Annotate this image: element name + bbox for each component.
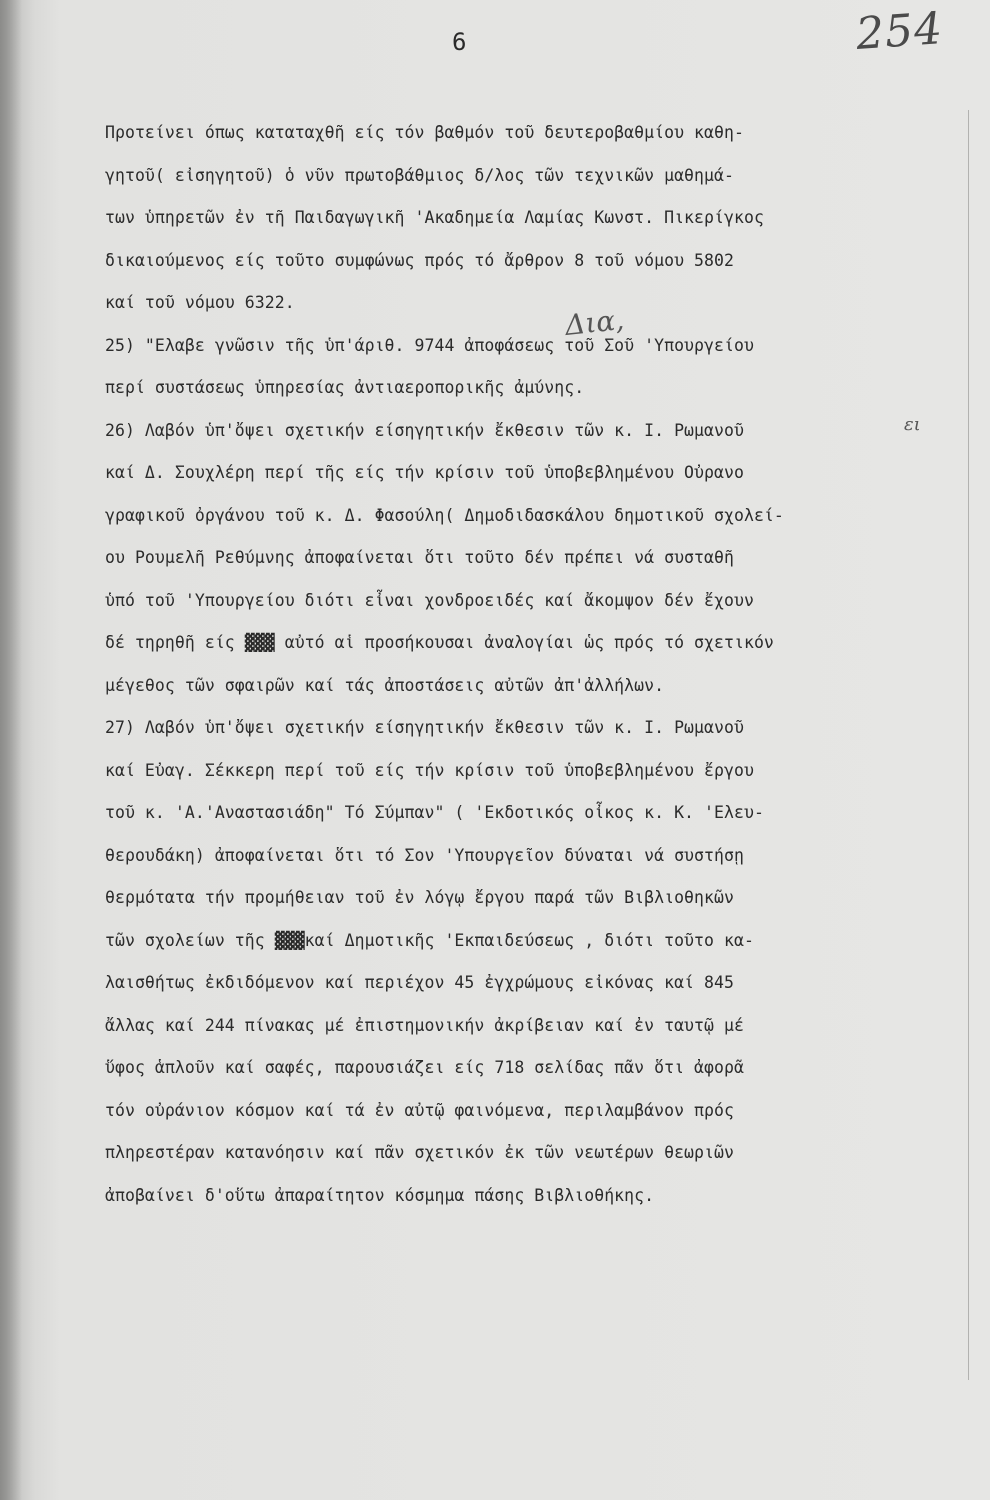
text-line: δικαιούμενος είς τοῦτο συμφώνως πρός τό ἄρθρον 8 τοῦ νόμου 5802 [105, 250, 734, 270]
text-line: 26) Λαβόν ὑπ'ὄψει σχετικήν είσηγητικήν ἔκθεσιν τῶν κ. Ι. Ρωμανοῦ [105, 420, 744, 440]
text-line: γητοῦ( εἰσηγητοῦ) ὁ νῦν πρωτοβάθμιος δ/λος τῶν τεχνικῶν μαθημά- [105, 165, 734, 185]
text-line: ἄλλας καί 244 πίνακας μέ ἐπιστημονικήν ἀκρίβειαν καί ἐν ταυτῷ μέ [105, 1015, 744, 1035]
text-line: τοῦ κ. 'Α.'Αναστασιάδη" Τό Σύμπαν" ( 'Εκδοτικός οἶκος κ. Κ. 'Ελευ- [105, 803, 764, 822]
text-line: πληρεστέραν κατανόησιν καί πᾶν σχετικόν ἐκ τῶν νεωτέρων θεωριῶν [105, 1143, 734, 1162]
text-line: ἀποβαίνει δ'οὕτω ἀπαραίτητον κόσμημα πάσης Βιβλιοθήκης. [105, 1185, 655, 1205]
text-line: περί συστάσεως ὑπηρεσίας ἀντιαεροπορικῆς ἀμύνης. [105, 378, 585, 397]
handwritten-annotation-dia: Δια, [563, 303, 626, 342]
text-line: λαισθήτως ἐκδιδόμενον καί περιέχον 45 ἐγχρώμους εἰκόνας καί 845 [105, 973, 734, 992]
text-line: γραφικοῦ ὀργάνου τοῦ κ. Δ. Φασούλη( Δημοδιδασκάλου δημοτικοῦ σχολεί- [105, 505, 784, 525]
binding-shadow [0, 0, 22, 1500]
text-line: δέ τηρηθῆ είς ▓▓▓ αὐτό αἱ προσήκουσαι ἀναλογίαι ὡς πρός τό σχετικόν [105, 633, 774, 652]
text-line: των ὑπηρετῶν ἐν τῆ Παιδαγωγικῆ 'Ακαδημεία Λαμίας Κωνστ. Πικερίγκος [105, 208, 764, 227]
text-line: Προτείνει όπως καταταχθῆ είς τόν βαθμόν τοῦ δευτεροβαθμίου καθη- [105, 123, 744, 142]
text-line: τῶν σχολείων τῆς ▓▓▓καί Δημοτικῆς 'Εκπαιδεύσεως , διότι τοῦτο κα- [105, 930, 754, 950]
text-line: καί Δ. Σουχλέρη περί τῆς είς τήν κρίσιν τοῦ ὑποβεβλημένου Οὐρανο [105, 463, 744, 482]
text-line: 27) Λαβόν ὑπ'ὄψει σχετικήν είσηγητικήν ἔκθεσιν τῶν κ. Ι. Ρωμανοῦ [105, 718, 744, 737]
text-line: καί Εὐαγ. Σέκκερη περί τοῦ είς τήν κρίσιν τοῦ ὑποβεβλημένου ἔργου [105, 760, 754, 780]
text-line: μέγεθος τῶν σφαιρῶν καί τάς ἀποστάσεις αὐτῶν ἀπ'ἀλλήλων. [105, 675, 665, 695]
text-line: ὕφος ἁπλοῦν καί σαφές, παρουσιάζει είς 718 σελίδας πᾶν ὅτι ἀφορᾶ [105, 1058, 744, 1077]
text-line: 25) "Ελαβε γνῶσιν τῆς ὑπ'άριθ. 9744 ἀποφάσεως τοῦ Σοῦ 'Υπουργείου [105, 335, 754, 355]
text-line: ου Ρουμελῆ Ρεθύμνης ἀποφαίνεται ὅτι τοῦτο δέν πρέπει νά συσταθῆ [105, 548, 734, 567]
text-line: θερουδάκη) ἀποφαίνεται ὅτι τό Σον 'Υπουργεῖον δύναται νά συστήσῃ [105, 845, 744, 865]
typed-text-body [105, 112, 955, 1217]
text-line: ὑπό τοῦ 'Υπουργείου διότι εἶναι χονδροειδές καί ἄκομψον δέν ἔχουν [105, 590, 754, 610]
text-line: τόν οὐράνιον κόσμον καί τά ἐν αὐτῷ φαινόμενα, περιλαμβάνον πρός [105, 1100, 734, 1120]
handwritten-folio-number: 254 [854, 3, 945, 60]
handwritten-annotation-ei: ει [904, 414, 921, 435]
right-margin-rule [968, 110, 969, 1380]
text-line: καί τοῦ νόμου 6322. [105, 293, 295, 312]
text-line: θερμότατα τήν προμήθειαν τοῦ ἐν λόγῳ ἔργου παρά τῶν Βιβλιοθηκῶν [105, 888, 734, 907]
page-number: 6 [452, 28, 467, 56]
